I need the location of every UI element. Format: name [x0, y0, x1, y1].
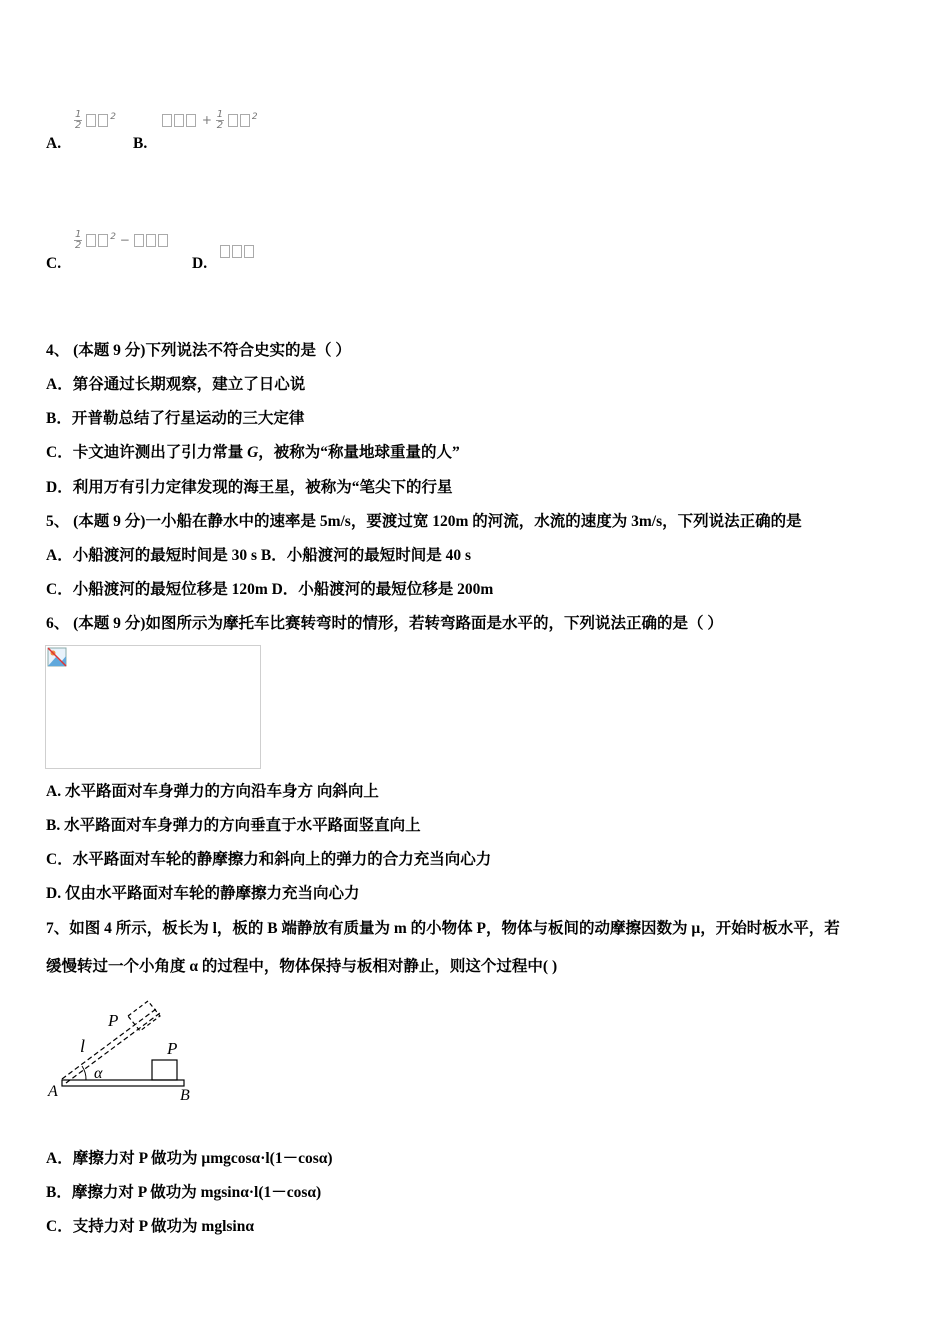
- q7-option-b: B．摩擦力对 P 做功为 mgsinα·l(1－cosα): [46, 1184, 322, 1201]
- q6-option-b: B. 水平路面对车身弹力的方向垂直于水平路面竖直向上: [46, 817, 421, 834]
- option-d-label: D.: [192, 255, 208, 272]
- option-b-label: B.: [133, 135, 148, 152]
- broken-image-placeholder: [45, 645, 261, 769]
- fig-label-l: l: [80, 1036, 86, 1056]
- fig-label-p-top: P: [108, 1011, 119, 1030]
- q4-option-c: C．卡文迪许测出了引力常量 G，被称为“称量地球重量的人”: [46, 444, 460, 461]
- q5-options-cd: C．小船渡河的最短位移是 120m D．小船渡河的最短位移是 200m: [46, 581, 494, 598]
- broken-image-icon: [47, 647, 67, 667]
- fig-label-b: B: [180, 1087, 190, 1104]
- option-c-label: C.: [46, 255, 62, 272]
- fig-label-alpha: α: [94, 1065, 103, 1082]
- q7-stem-line2: 缓慢转过一个小角度 α 的过程中，物体保持与板相对静止，则这个过程中( ): [46, 958, 558, 975]
- q4-stem: 4、 (本题 9 分)下列说法不符合史实的是（ ）: [46, 342, 351, 359]
- q7-option-a: A．摩擦力对 P 做功为 μmgcosα·l(1－cosα): [46, 1150, 333, 1167]
- q6-option-c: C．水平路面对车轮的静摩擦力和斜向上的弹力的合力充当向心力: [46, 851, 492, 868]
- q4-option-d: D．利用万有引力定律发现的海王星，被称为“笔尖下的行星: [46, 479, 453, 496]
- q5-options-ab: A．小船渡河的最短时间是 30 s B．小船渡河的最短时间是 40 s: [46, 547, 471, 564]
- q7-incline-figure: [44, 992, 204, 1107]
- formula-a: $\frac{1}{2}$ $^2$: [75, 109, 116, 131]
- formula-b: + $\frac{1}{2}$ $^2$: [162, 110, 258, 131]
- formula-d: [220, 244, 256, 258]
- q4-option-a: A．第谷通过长期观察，建立了日心说: [46, 376, 306, 393]
- fig-label-p-right: P: [167, 1039, 178, 1058]
- q7-option-c: C．支持力对 P 做功为 mglsinα: [46, 1218, 255, 1235]
- q5-stem: 5、 (本题 9 分)一小船在静水中的速率是 5m/s，要渡过宽 120m 的河流，水流的速度为 3m/s，下列说法正确的是: [46, 513, 802, 530]
- fig-label-a: A: [48, 1083, 58, 1100]
- option-a-label: A.: [46, 135, 62, 152]
- q6-stem: 6、 (本题 9 分)如图所示为摩托车比赛转弯时的情形，若转弯路面是水平的，下列说法正确的是（ ）: [46, 615, 723, 632]
- q6-option-d: D. 仅由水平路面对车轮的静摩擦力充当向心力: [46, 885, 360, 902]
- q7-stem-line1: 7、如图 4 所示，板长为 l，板的 B 端静放有质量为 m 的小物体 P，物体与板间的动摩擦因数为 μ，开始时板水平，若: [46, 920, 840, 937]
- q6-option-a: A. 水平路面对车身弹力的方向沿车身方 向斜向上: [46, 783, 379, 800]
- formula-c: $\frac{1}{2}$ $^2$ −: [74, 230, 170, 251]
- q4-option-b: B．开普勒总结了行星运动的三大定律: [46, 410, 305, 427]
